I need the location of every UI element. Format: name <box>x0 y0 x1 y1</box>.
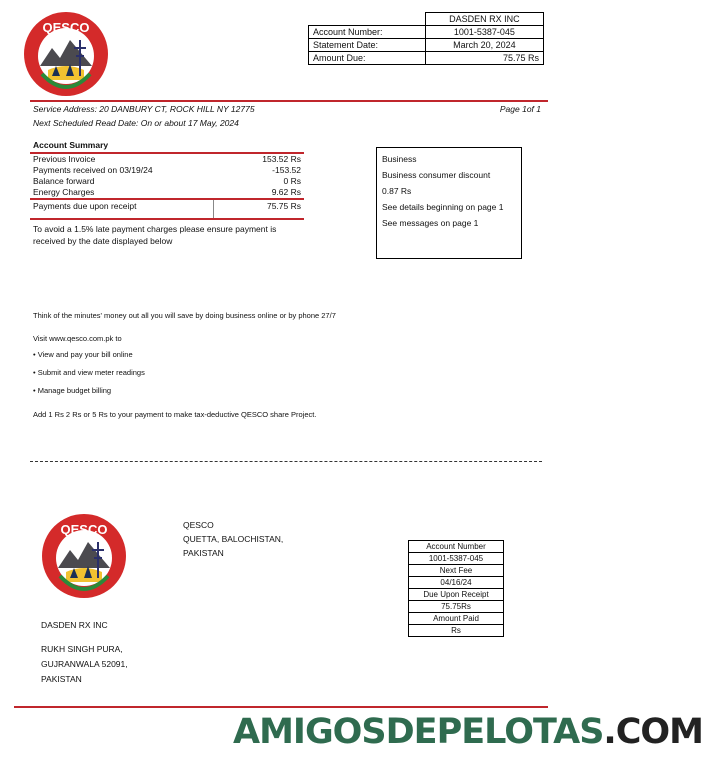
watermark-text: AMIGOSDEPELOTAS <box>233 712 604 752</box>
header-label: Amount Due: <box>309 52 426 65</box>
header-value: March 20, 2024 <box>425 39 543 52</box>
summary-label: Previous Invoice <box>33 154 96 164</box>
header-label: Statement Date: <box>309 39 426 52</box>
bullet-text: View and pay your bill online <box>37 350 133 359</box>
late-note-line1: To avoid a 1.5% late payment charges please ensure payment is <box>33 224 277 234</box>
customer-addr-line: PAKISTAN <box>41 674 82 684</box>
stub-cell: Amount Paid <box>409 613 504 625</box>
summary-row <box>30 187 304 198</box>
summary-due-row <box>30 200 304 218</box>
bullet-item: • Manage budget billing <box>33 386 112 395</box>
stub-cell: Account Number <box>409 541 504 553</box>
tear-line <box>30 461 542 462</box>
remit-country: PAKISTAN <box>183 548 224 558</box>
business-line: See messages on page 1 <box>382 218 479 228</box>
stub-cell: 04/16/24 <box>409 577 504 589</box>
business-line: 0.87 Rs <box>382 186 412 196</box>
bullet-text: Submit and view meter readings <box>37 368 145 377</box>
summary-value: 9.62 Rs <box>271 187 301 197</box>
business-box <box>376 147 522 259</box>
bullet-text: Manage budget billing <box>37 386 112 395</box>
payment-stub <box>408 540 504 637</box>
qesco-logo <box>40 512 128 600</box>
divider <box>14 706 548 708</box>
visit-message: Visit www.qesco.com.pk to <box>33 334 122 343</box>
late-note-line2: received by the date displayed below <box>33 236 173 246</box>
donate-message: Add 1 Rs 2 Rs or 5 Rs to your payment to make tax-deductive QESCO share Project. <box>33 410 317 419</box>
bullet-item: • Submit and view meter readings <box>33 368 145 377</box>
remit-city: QUETTA, BALOCHISTAN, <box>183 534 284 544</box>
due-value: 75.75 Rs <box>266 201 301 211</box>
watermark-suffix: .COM <box>603 712 703 752</box>
next-read-date: Next Scheduled Read Date: On or about 17 May, 2024 <box>33 118 239 128</box>
summary-value: 153.52 Rs <box>262 154 301 164</box>
service-address: Service Address: 20 DANBURY CT, ROCK HILL NY 12775 <box>33 104 255 114</box>
summary-row <box>30 154 304 165</box>
stub-cell: Next Fee <box>409 565 504 577</box>
header-value: 1001-5387-045 <box>425 26 543 39</box>
summary-value: -153.52 <box>272 165 301 175</box>
header-value: 75.75 Rs <box>425 52 543 65</box>
header-company: DASDEN RX INC <box>425 13 543 26</box>
logo-text: QESCO <box>42 20 90 35</box>
stub-cell: Due Upon Receipt <box>409 589 504 601</box>
summary-label: Payments received on 03/19/24 <box>33 165 153 175</box>
remit-company: QESCO <box>183 520 214 530</box>
customer-name: DASDEN RX INC <box>41 620 108 630</box>
logo-text: QESCO <box>60 522 108 537</box>
stub-cell: Rs <box>409 625 504 637</box>
customer-addr-line: GUJRANWALA 52091, <box>41 659 128 669</box>
stub-cell: 1001-5387-045 <box>409 553 504 565</box>
summary-row <box>30 176 304 187</box>
summary-label: Energy Charges <box>33 187 95 197</box>
qesco-logo <box>22 10 110 98</box>
watermark <box>233 712 703 752</box>
remit-to-address <box>183 518 283 560</box>
header-account-table <box>308 12 544 65</box>
business-line: See details beginning on page 1 <box>382 202 504 212</box>
due-label: Payments due upon receipt <box>33 200 214 218</box>
customer-address <box>41 642 128 687</box>
summary-label: Balance forward <box>33 176 95 186</box>
bullet-item: • View and pay your bill online <box>33 350 133 359</box>
business-line: Business <box>382 154 417 164</box>
divider <box>30 100 548 102</box>
customer-addr-line: RUKH SINGH PURA, <box>41 644 123 654</box>
page-number: Page 1of 1 <box>499 104 541 114</box>
summary-value: 0 Rs <box>283 176 301 186</box>
business-line: Business consumer discount <box>382 170 491 180</box>
summary-row <box>30 165 304 176</box>
account-summary-title: Account Summary <box>33 140 109 150</box>
stub-cell: 75.75Rs <box>409 601 504 613</box>
header-label: Account Number: <box>309 26 426 39</box>
minutes-message: Think of the minutes' money out all you will save by doing business online or by phone 27/7 <box>33 311 336 320</box>
account-summary <box>30 138 304 247</box>
